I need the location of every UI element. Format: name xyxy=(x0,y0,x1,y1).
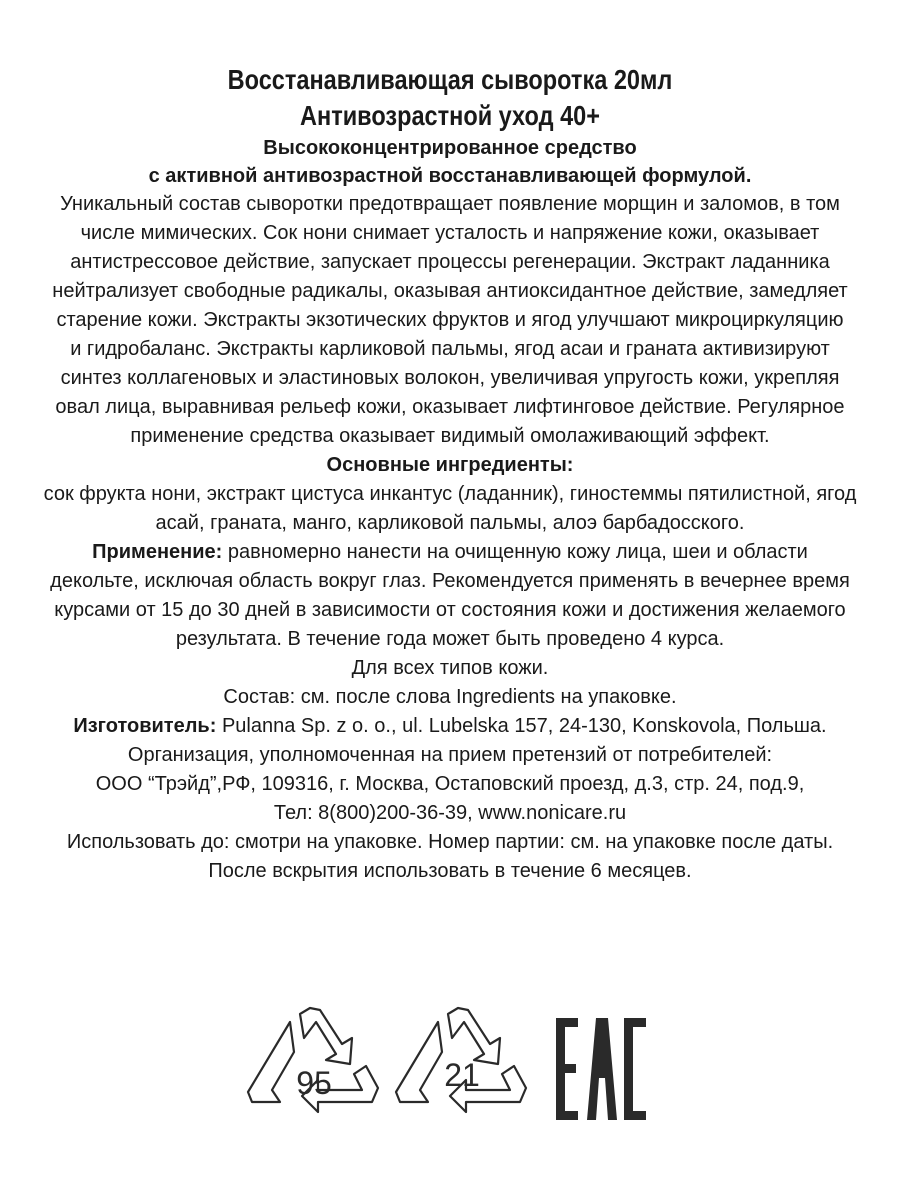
eac-mark-icon xyxy=(556,1018,646,1120)
product-subtitle-line2: с активной антивозрастной восстанавливающей формулой. xyxy=(148,165,752,187)
usage-label: Применение: xyxy=(92,541,223,563)
skin-types: Для всех типов кожи. xyxy=(351,657,549,679)
recycle-95-icon xyxy=(248,1008,378,1112)
usage-text: равномерно нанести на очищенную кожу лица, шеи и области декольте, исключая область вокруг глаз. Рекомендуется применять в вечернее время курсами от 15 до 30 дней в зависимости от состояния кожи и достижения желаемого результата. В течение года может быть проведено 4 курса. xyxy=(50,541,850,650)
claims-contacts: Тел: 8(800)200-36-39, www.nonicare.ru xyxy=(273,802,627,824)
recycle-code-95: 95 xyxy=(296,1065,332,1101)
product-title: Восстанавливающая сыворотка 20мл xyxy=(227,64,673,95)
product-title-line2: Антивозрастной уход 40+ xyxy=(300,100,600,131)
manufacturer-text: Pulanna Sp. z o. o., ul. Lubelska 157, 24-130, Konskovola, Польша. xyxy=(216,715,827,737)
product-subtitle: Высококонцентрированное средство xyxy=(263,137,637,159)
composition: Состав: см. после слова Ingredients на упаковке. xyxy=(223,686,677,708)
manufacturer-label: Изготовитель: xyxy=(73,715,217,737)
manufacturer xyxy=(0,712,900,741)
claims-address: ООО “Трэйд”,РФ, 109316, г. Москва, Остаповский проезд, д.3, стр. 24, под.9, xyxy=(95,773,805,795)
recycle-code-21: 21 xyxy=(444,1057,480,1093)
after-opening-info: После вскрытия использовать в течение 6 месяцев. xyxy=(208,860,692,882)
expiry-info: Использовать до: смотри на упаковке. Номер партии: см. на упаковке после даты. xyxy=(66,831,834,853)
label-text xyxy=(0,62,900,886)
description-paragraph: Уникальный состав сыворотки предотвращает появление морщин и заломов, в том числе мимических. Сок нони снимает усталость и напряжение кожи, оказывает антистрессовое действие, запускает процессы регенерации. Экстракт ладанника нейтрализует свободные радикалы, оказывая антиоксидантное действие, замедляет старение кожи. Экстракты экзотических фруктов и ягод улучшают микроциркуляцию и гидробаланс. Экстракты карликовой пальмы, ягод асаи и граната активизируют синтез коллагеновых и эластиновых волокон, увеличивая упругость кожи, укрепляя овал лица, выравнивая рельеф кожи, оказывает лифтинговое действие. Регулярное применение средства оказывает видимый омолаживающий эффект. xyxy=(52,193,848,447)
usage-paragraph xyxy=(50,538,850,654)
ingredients-heading: Основные ингредиенты: xyxy=(326,454,574,476)
recycle-21-icon xyxy=(396,1008,526,1112)
ingredients-text: сок фрукта нони, экстракт цистуса инкантус (ладанник), гиностеммы пятилистной, ягод асай, граната, манго, карликовой пальмы, алоэ барбадосского. xyxy=(43,483,857,534)
claims-org: Организация, уполномоченная на прием претензий от потребителей: xyxy=(127,744,773,766)
